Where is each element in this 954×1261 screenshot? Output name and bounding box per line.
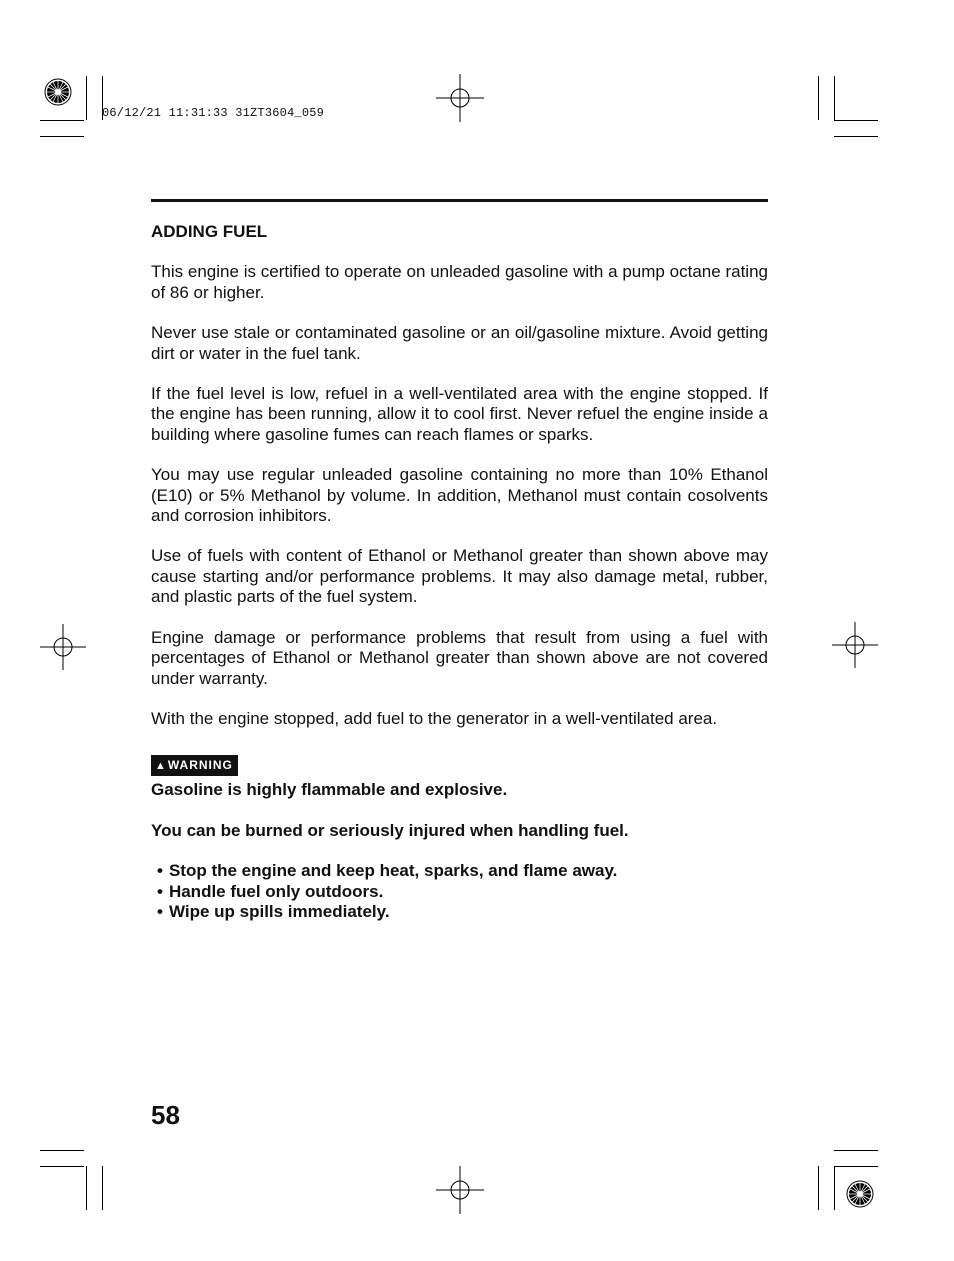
list-item: • Handle fuel only outdoors. xyxy=(157,882,768,902)
print-stamp: 06/12/21 11:31:33 31ZT3604_059 xyxy=(102,106,325,120)
section-rule xyxy=(151,199,768,202)
warning-block xyxy=(151,729,768,922)
warning-subline: You can be burned or seriously injured when handling fuel. xyxy=(151,820,629,840)
paragraph-add-fuel: With the engine stopped, add fuel to the generator in a well-ventilated area. xyxy=(151,708,718,728)
warning-bullet-list xyxy=(151,861,768,922)
paragraph-warranty: Engine damage or performance problems that result from using a fuel with percentages of Ethanol or Methanol greater than shown above are not covered under warranty. xyxy=(151,627,768,688)
list-item: • Wipe up spills immediately. xyxy=(157,902,768,922)
warning-badge-label: WARNING xyxy=(167,758,233,773)
paragraph-fuel-problems: Use of fuels with content of Ethanol or Methanol greater than shown above may cause starting and/or performance problems. It may also damage metal, rubber, and plastic parts of the fuel system. xyxy=(151,546,768,607)
paragraph-octane: This engine is certified to operate on unleaded gasoline with a pump octane rating of 86 or higher. xyxy=(151,262,768,302)
warning-triangle-icon: ▲ xyxy=(155,760,167,773)
page-number: 58 xyxy=(151,1100,180,1130)
paragraph-ethanol-limits: You may use regular unleaded gasoline containing no more than 10% Ethanol (E10) or 5% Methanol by volume. In addition, Methanol must contain cosolvents and corrosion inhibitors. xyxy=(151,465,768,526)
registration-target-icon xyxy=(40,76,80,112)
warning-badge xyxy=(151,755,238,776)
list-item: • Stop the engine and keep heat, sparks, and flame away. xyxy=(157,861,768,881)
page-content xyxy=(151,222,768,922)
section-title: ADDING FUEL xyxy=(151,222,268,241)
crosshair-icon xyxy=(436,1166,484,1214)
crosshair-icon xyxy=(832,622,878,668)
paragraph-refuel-area: If the fuel level is low, refuel in a well-ventilated area with the engine stopped. If the engine has been running, allow it to cool first. Never refuel the engine inside a building where gasoline fumes can reach flames or sparks. xyxy=(151,384,768,444)
crosshair-icon xyxy=(40,624,86,670)
registration-target-icon xyxy=(842,1176,878,1212)
crosshair-icon xyxy=(436,74,484,122)
warning-headline: Gasoline is highly flammable and explosive. xyxy=(151,780,508,800)
paragraph-stale-fuel: Never use stale or contaminated gasoline or an oil/gasoline mixture. Avoid getting dirt or water in the fuel tank. xyxy=(151,323,768,363)
